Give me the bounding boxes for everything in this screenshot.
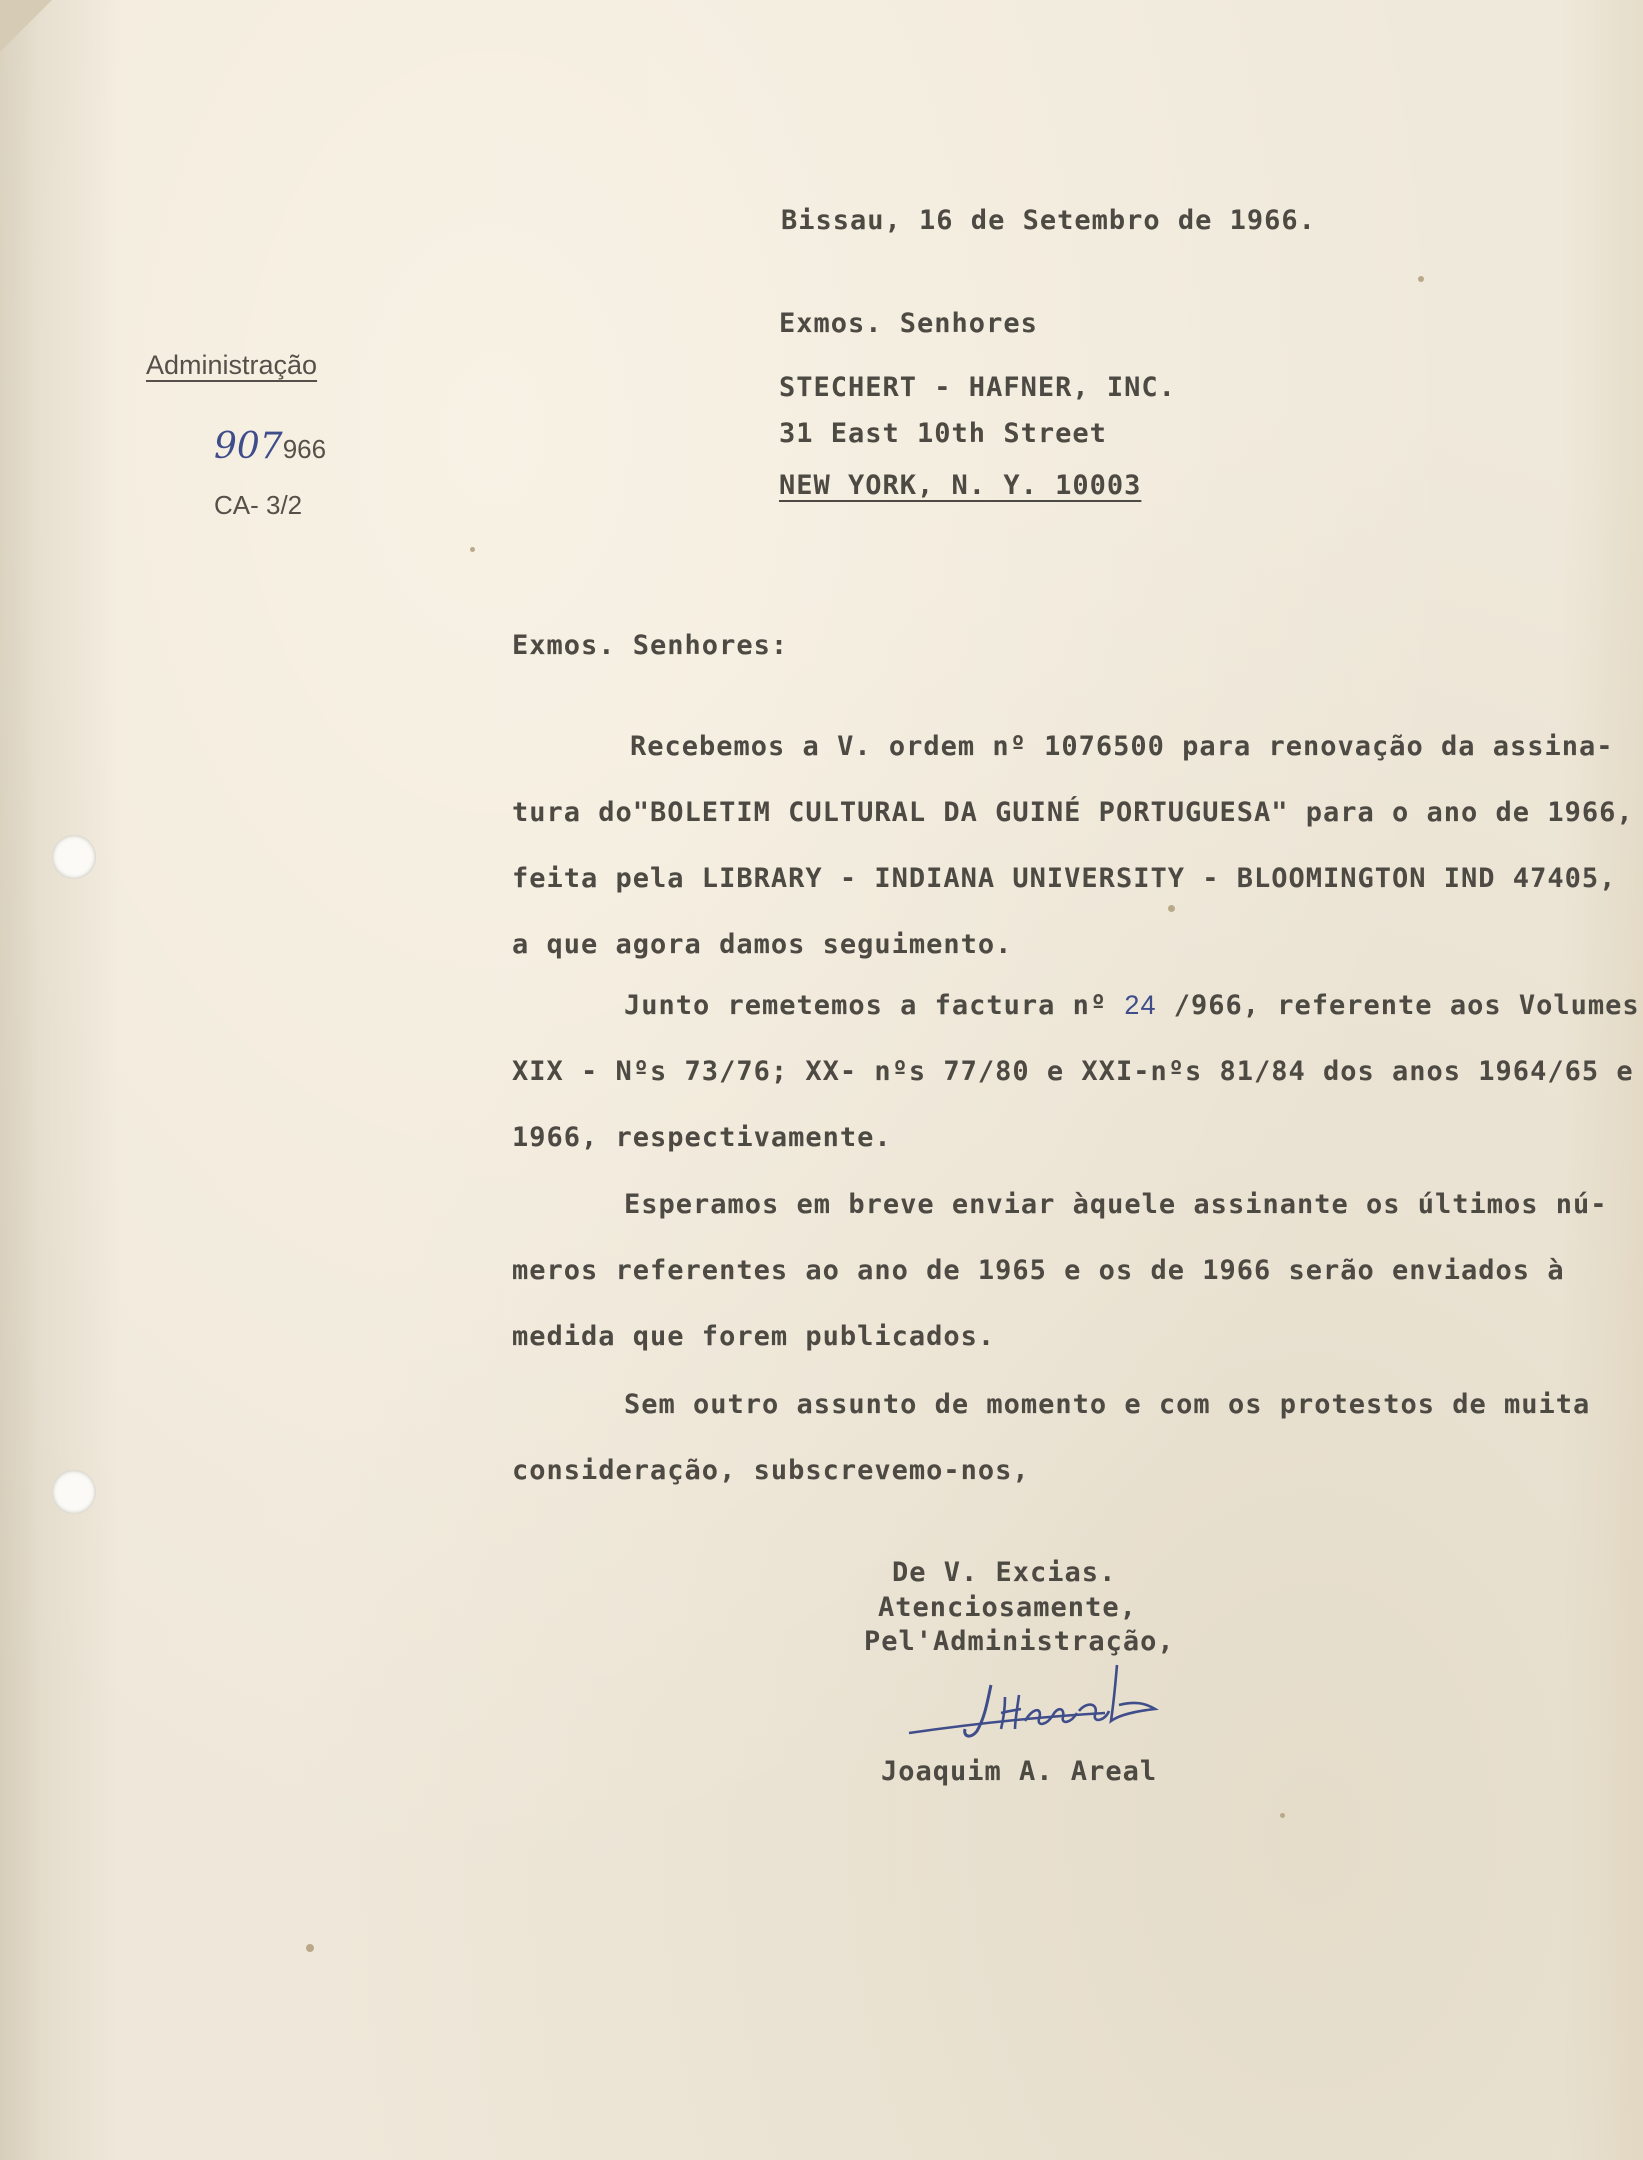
paragraph-line: 1966, respectivamente. xyxy=(512,1122,892,1153)
paper-speck xyxy=(1280,1813,1285,1818)
reference-code: CA- 3/2 xyxy=(214,490,303,520)
folded-corner xyxy=(0,0,52,52)
paragraph-line: Recebemos a V. ordem nº 1076500 para renovação da assina- xyxy=(630,731,1614,762)
paragraph-line: a que agora damos seguimento. xyxy=(512,929,1013,960)
date-line: Bissau, 16 de Setembro de 1966. xyxy=(781,205,1316,236)
reference-number-year: 966 xyxy=(282,434,327,464)
recipient-street: 31 East 10th Street xyxy=(779,418,1107,449)
paper-speck xyxy=(470,547,475,552)
paragraph-line: medida que forem publicados. xyxy=(512,1321,996,1352)
recipient-company: STECHERT - HAFNER, INC. xyxy=(779,372,1176,403)
paragraph-line: tura do"BOLETIM CULTURAL DA GUINÉ PORTUGUESA" para o ano de 1966, xyxy=(512,797,1634,828)
paragraph-invoice xyxy=(512,972,1640,1171)
paragraph-line: XIX - Nºs 73/76; XX- nºs 77/80 e XXI-nºs 81/84 dos anos 1964/65 e xyxy=(512,1056,1634,1087)
closing-line: Atenciosamente, xyxy=(878,1592,1137,1623)
reference-number xyxy=(214,426,326,467)
paragraph-line: feita pela LIBRARY - INDIANA UNIVERSITY - BLOOMINGTON IND 47405, xyxy=(512,863,1617,894)
paper-speck xyxy=(306,1944,314,1952)
closing-line: Pel'Administração, xyxy=(864,1626,1175,1657)
paragraph-order xyxy=(512,714,1634,978)
paragraph-line: Esperamos em breve enviar àquele assinante os últimos nú- xyxy=(624,1189,1608,1220)
closing-line: De V. Excias. xyxy=(892,1557,1117,1588)
paragraph-line: consideração, subscrevemo-nos, xyxy=(512,1455,1030,1486)
punch-hole xyxy=(52,1470,96,1514)
paper-speck xyxy=(1418,276,1424,282)
signatory-name: Joaquim A. Areal xyxy=(881,1756,1158,1787)
greeting: Exmos. Senhores: xyxy=(512,630,789,661)
paragraph-line xyxy=(512,972,1640,1039)
recipient-city: NEW YORK, N. Y. 10003 xyxy=(779,470,1142,501)
recipient-salutation: Exmos. Senhores xyxy=(779,308,1038,339)
paragraph-line: meros referentes ao ano de 1965 e os de 1966 serão enviados à xyxy=(512,1255,1565,1286)
invoice-text-before: Junto remetemos a factura nº xyxy=(624,990,1108,1021)
punch-hole xyxy=(52,835,96,879)
paragraph-line: Sem outro assunto de momento e com os protestos de muita xyxy=(624,1389,1591,1420)
reference-number-handwritten: 907 xyxy=(214,426,283,467)
invoice-number-handwritten: 24 xyxy=(1124,990,1157,1020)
handwritten-signature xyxy=(905,1655,1185,1750)
department-heading: Administração xyxy=(146,350,318,380)
paragraph-future-issues xyxy=(512,1172,1608,1370)
paragraph-closing-remarks xyxy=(512,1372,1590,1504)
paper-shading xyxy=(0,0,120,2160)
invoice-text-after: /966, referente aos Volumes xyxy=(1173,990,1640,1021)
